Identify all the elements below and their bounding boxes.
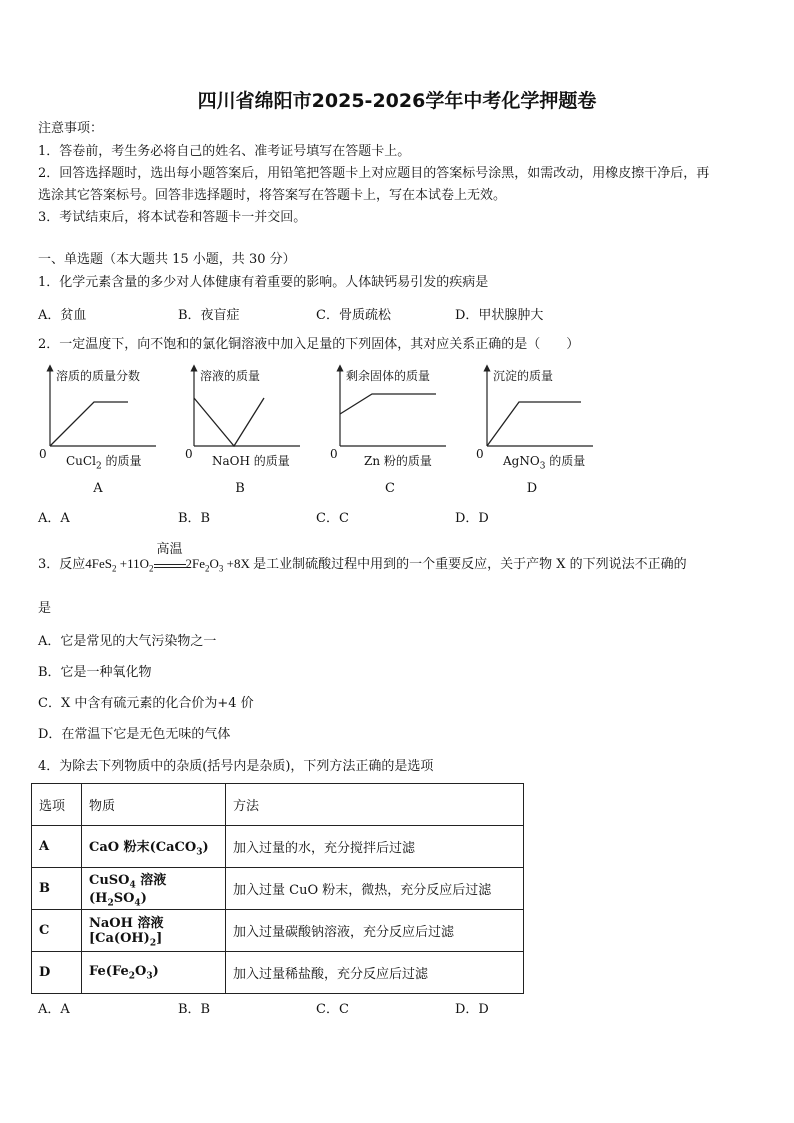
graph-d-xlabel: AgNO$_3$ 的质量: [503, 454, 586, 472]
row-method: 加入过量稀盐酸，充分反应后过滤: [226, 952, 524, 994]
q1-option-c: C．骨质疏松: [316, 308, 391, 323]
page-title: 四川省绵阳市2025-2026学年中考化学押题卷: [197, 90, 597, 112]
graph-d-letter: D: [526, 481, 538, 496]
reaction-condition: 高温: [156, 542, 183, 557]
curve: [340, 394, 436, 414]
table-row: [32, 868, 524, 910]
curve: [487, 402, 581, 446]
table-row: [32, 910, 524, 952]
graph-c-ylabel: 剩余固体的质量: [346, 369, 431, 383]
notice-heading: 注意事项：: [38, 121, 104, 136]
notice-item-1: 1．答卷前，考生务必将自己的姓名、准考证号填写在答题卡上。: [38, 144, 411, 159]
q4-option-b: B．B: [178, 1002, 211, 1017]
graph-a: [36, 362, 176, 472]
graph-a-letter: A: [93, 481, 103, 496]
graph-b: [180, 362, 320, 472]
row-substance: CaO 粉末(CaCO$_3$): [82, 826, 226, 868]
row-method: 加入过量 CuO 粉末，微热，充分反应后过滤: [226, 868, 524, 910]
row-substance: NaOH 溶液$[Ca(OH)_2]$: [82, 910, 226, 952]
notice-item-3: 3．考试结束后，将本试卷和答题卡一并交回。: [38, 210, 307, 225]
graph-b-ylabel: 溶液的质量: [200, 369, 261, 383]
reaction-equation: $4FeS_2 +11O_2$ 高温 $2Fe_2O_3 +8X$: [85, 542, 254, 574]
q2-option-d: D．D: [455, 511, 489, 526]
q3-suffix: 是工业制硫酸过程中用到的一个重要反应，关于产物 X 的下列说法不正确的: [253, 557, 687, 572]
table-header-row: [32, 784, 524, 826]
q3-option-d: D．在常温下它是无色无味的气体: [38, 727, 231, 742]
question-1-stem: 1．化学元素含量的多少对人体健康有着重要的影响。人体缺钙易引发的疾病是: [38, 275, 489, 290]
q3-option-c: C．X 中含有硫元素的化合价为+4 价: [38, 696, 254, 711]
graph-a-origin: 0: [39, 447, 47, 461]
graph-b-origin: 0: [185, 447, 193, 461]
curve: [194, 398, 264, 446]
q1-option-b: B．夜盲症: [178, 308, 240, 323]
graph-b-xlabel: NaOH 的质量: [212, 454, 290, 468]
row-substance: CuSO$_4$ 溶液$(H_2SO_4)$: [82, 868, 226, 910]
q4-option-c: C．C: [316, 1002, 349, 1017]
row-method: 加入过量碳酸钠溶液，充分反应后过滤: [226, 910, 524, 952]
row-option: B: [32, 868, 82, 910]
q2-option-b: B．B: [178, 511, 211, 526]
q2-option-a: A．A: [38, 511, 70, 526]
q3-option-b: B．它是一种氧化物: [38, 665, 152, 680]
row-method: 加入过量的水，充分搅拌后过滤: [226, 826, 524, 868]
graph-d-ylabel: 沉淀的质量: [493, 369, 554, 383]
question-3-cont: 是: [38, 601, 52, 616]
graph-b-letter: B: [235, 481, 245, 496]
header-option: 选项: [32, 784, 82, 826]
graph-d: [473, 362, 613, 472]
row-option: A: [32, 826, 82, 868]
graph-c: [326, 362, 466, 472]
q4-option-d: D．D: [455, 1002, 489, 1017]
notice-item-2-cont: 选涂其它答案标号。回答非选择题时，将答案写在答题卡上，写在本试卷上无效。: [38, 188, 507, 203]
table-row: [32, 952, 524, 994]
graph-c-letter: C: [385, 481, 395, 496]
graph-a-xlabel: CuCl$_2$ 的质量: [66, 454, 142, 472]
q3-option-a: A．它是常见的大气污染物之一: [38, 634, 217, 649]
question-4-stem: 4．为除去下列物质中的杂质(括号内是杂质)，下列方法正确的是选项: [38, 759, 434, 774]
q1-option-d: D．甲状腺肿大: [455, 308, 544, 323]
notice-item-2: 2．回答选择题时，选出每小题答案后，用铅笔把答题卡上对应题目的答案标号涂黑，如需改动，用橡皮擦干净后，再: [38, 166, 710, 181]
q3-prefix: 3．反应: [38, 557, 86, 572]
q4-option-a: A．A: [38, 1002, 70, 1017]
row-option: C: [32, 910, 82, 952]
header-substance: 物质: [82, 784, 226, 826]
graph-d-origin: 0: [476, 447, 484, 461]
graph-c-origin: 0: [330, 447, 338, 461]
graph-c-xlabel: Zn 粉的质量: [364, 454, 432, 468]
row-substance: $Fe(Fe_2O_3)$: [82, 952, 226, 994]
header-method: 方法: [226, 784, 524, 826]
question-2-stem: 2．一定温度下，向不饱和的氯化铜溶液中加入足量的下列固体，其对应关系正确的是（ ）: [38, 337, 580, 352]
section-heading: 一、单选题（本大题共 15 小题，共 30 分）: [38, 252, 296, 267]
row-option: D: [32, 952, 82, 994]
q2-option-c: C．C: [316, 511, 349, 526]
graph-a-ylabel: 溶质的质量分数: [56, 369, 141, 383]
curve: [50, 402, 128, 446]
question-3-stem: [38, 542, 687, 577]
table-row: [32, 826, 524, 868]
impurity-table: [31, 783, 524, 994]
q1-option-a: A．贫血: [38, 308, 87, 323]
